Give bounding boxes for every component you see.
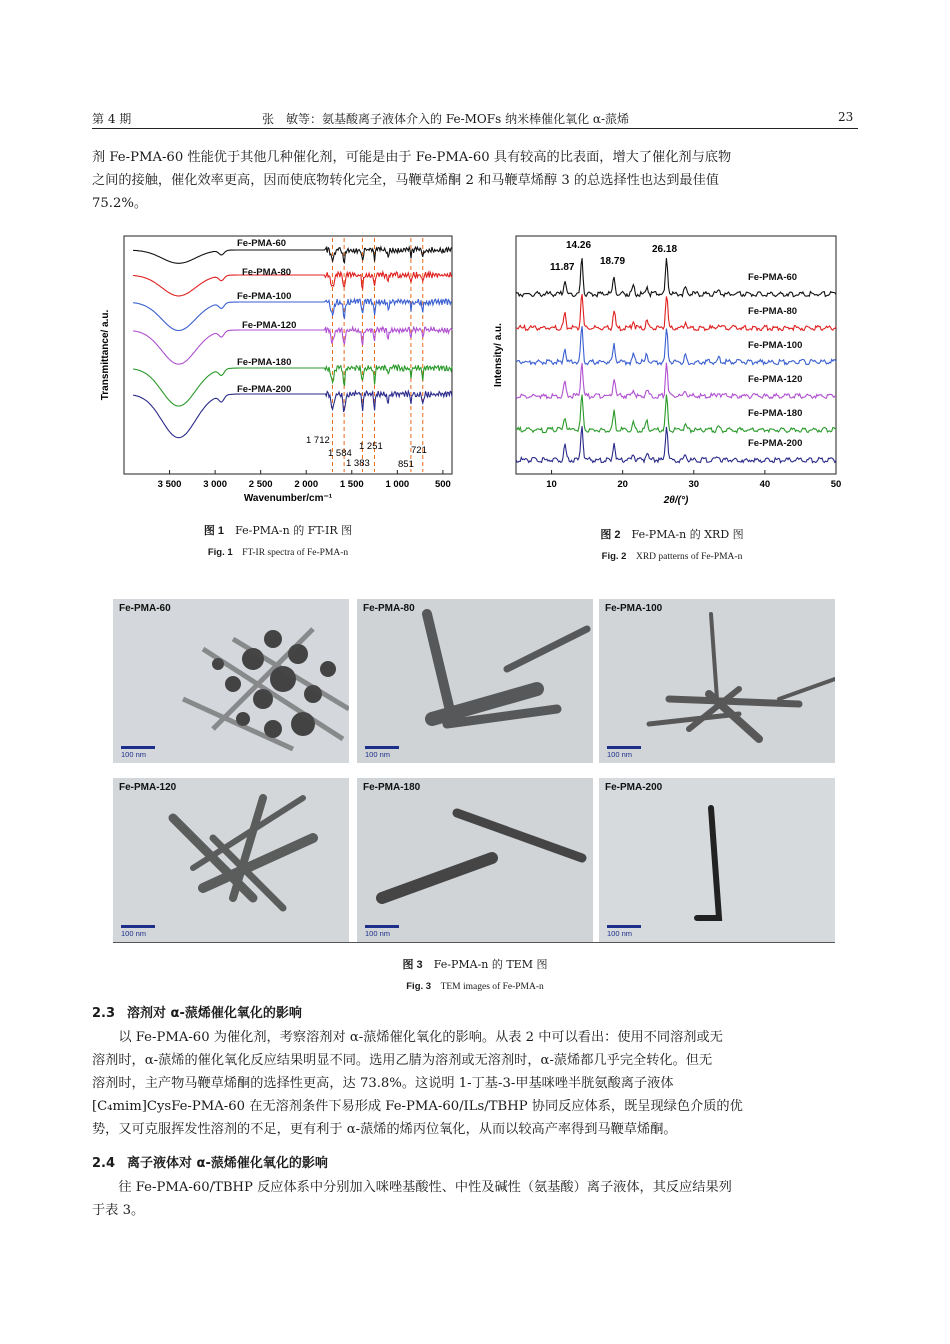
figure2-caption-cn: 图 2 Fe-PMA-n 的 XRD 图 xyxy=(600,528,744,541)
scale-bar xyxy=(365,925,399,928)
section-heading-2-4: 2.4 离子液体对 α-蒎烯催化氧化的影响 xyxy=(92,1156,328,1171)
body-line: 溶剂时，α-蒎烯的催化氧化反应结果明显不同。选用乙腈为溶剂或无溶剂时，α-蒎烯都几乎完全转化。但无 xyxy=(92,1053,713,1068)
section-heading-2-3: 2.3 溶剂对 α-蒎烯催化氧化的影响 xyxy=(92,1006,302,1021)
xrd-x-tick-label: 10 xyxy=(546,479,557,490)
xrd-series-label: Fe-PMA-180 xyxy=(748,408,803,419)
xrd-peak-label: 11.87 xyxy=(550,262,575,273)
header-rule xyxy=(92,128,858,129)
ftir-peak-label: 1 383 xyxy=(346,458,370,469)
scale-bar xyxy=(365,746,399,749)
tem-image xyxy=(113,599,349,763)
tem-panel xyxy=(357,599,593,763)
tem-figure-rule xyxy=(113,942,835,943)
ftir-x-tick-label: 2 500 xyxy=(248,479,273,490)
scale-bar-text: 100 nm xyxy=(607,750,633,759)
ftir-peak-label: 1 251 xyxy=(359,441,383,452)
figure3-caption-cn: 图 3 Fe-PMA-n 的 TEM 图 xyxy=(402,958,548,971)
xrd-x-axis-label: 2θ/(°) xyxy=(663,495,689,506)
xrd-peak-label: 14.26 xyxy=(566,240,592,251)
scale-bar xyxy=(121,746,155,749)
xrd-x-tick-label: 30 xyxy=(688,479,700,490)
xrd-y-axis-label: Intensity/ a.u. xyxy=(493,323,504,387)
xrd-x-tick-label: 20 xyxy=(617,479,628,490)
page-number: 23 xyxy=(838,110,854,124)
tem-panel-label: Fe-PMA-80 xyxy=(363,603,415,614)
tem-panel-label: Fe-PMA-180 xyxy=(363,782,421,793)
section-2-3-body xyxy=(92,1026,858,1141)
body-line: 往 Fe-PMA-60/TBHP 反应体系中分别加入咪唑基酸性、中性及碱性（氨基酸）离子液体，其反应结果列 xyxy=(92,1180,732,1195)
intro-line: 75.2%。 xyxy=(92,196,148,211)
running-header-title: 张 敏等：氨基酸离子液体介入的 Fe-MOFs 纳米棒催化氧化 α-蒎烯 xyxy=(262,112,630,126)
tem-image xyxy=(113,778,349,942)
tem-panel-label: Fe-PMA-100 xyxy=(605,603,663,614)
ftir-figure xyxy=(92,230,464,518)
xrd-series-label: Fe-PMA-120 xyxy=(748,374,803,385)
ftir-peak-label: 721 xyxy=(411,445,427,456)
xrd-peak-label: 26.18 xyxy=(652,244,678,255)
xrd-x-ticks xyxy=(546,470,841,490)
scale-bar-text: 100 nm xyxy=(121,750,147,759)
xrd-curves xyxy=(516,258,836,463)
tem-panel xyxy=(357,778,593,942)
intro-line: 之间的接触，催化效率更高，因而使底物转化完全，马鞭草烯酮 2 和马鞭草烯醇 3 的总选择性也达到最佳值 xyxy=(92,173,719,188)
figure2-caption-en: Fig. 2 XRD patterns of Fe-PMA-n xyxy=(601,551,743,562)
ftir-x-axis-label: Wavenumber/cm⁻¹ xyxy=(243,493,333,504)
figure3-caption-en: Fig. 3 TEM images of Fe-PMA-n xyxy=(406,981,544,992)
tem-panel xyxy=(113,778,349,942)
ftir-series-line xyxy=(133,391,452,438)
ftir-x-tick-label: 500 xyxy=(434,479,451,490)
xrd-series-labels xyxy=(748,272,802,449)
ftir-peak-label: 851 xyxy=(398,459,414,470)
ftir-y-axis-label: Transmittance/ a.u. xyxy=(100,309,111,401)
xrd-peak-label: 18.79 xyxy=(600,256,626,267)
ftir-series-line xyxy=(133,247,452,263)
ftir-series-line xyxy=(133,327,452,364)
body-line: 势，又可克服挥发性溶剂的不足，更有利于 α-蒎烯的烯丙位氧化，从而以较高产率得到马鞭草烯酮。 xyxy=(92,1122,677,1137)
tem-panel-label: Fe-PMA-200 xyxy=(605,782,663,793)
scale-bar-text: 100 nm xyxy=(607,929,633,938)
ftir-series-label: Fe-PMA-120 xyxy=(242,320,297,331)
body-line: 溶剂时，主产物马鞭草烯酮的选择性更高，达 73.8%。这说明 1-丁基-3-甲基咪唑半胱氨酸离子液体 xyxy=(92,1076,674,1091)
ftir-series-label: Fe-PMA-60 xyxy=(237,238,287,249)
ftir-curves xyxy=(133,247,452,438)
ftir-x-tick-label: 2 000 xyxy=(294,479,319,490)
ftir-series-label: Fe-PMA-100 xyxy=(237,291,292,302)
xrd-series-label: Fe-PMA-100 xyxy=(748,340,803,351)
xrd-x-tick-label: 50 xyxy=(830,479,842,490)
tem-image xyxy=(357,599,593,763)
tem-panel xyxy=(599,778,835,942)
ftir-series-label: Fe-PMA-180 xyxy=(237,357,292,368)
ftir-x-ticks xyxy=(158,470,451,490)
xrd-series-label: Fe-PMA-80 xyxy=(748,306,798,317)
tem-image xyxy=(599,778,835,942)
figure1-caption-en: Fig. 1 FT-IR spectra of Fe-PMA-n xyxy=(207,547,349,558)
ftir-x-tick-label: 1 000 xyxy=(385,479,410,490)
scale-bar xyxy=(607,925,641,928)
intro-line: 剂 Fe-PMA-60 性能优于其他几种催化剂，可能是由于 Fe-PMA-60 具有较高的比表面，增大了催化剂与底物 xyxy=(92,150,732,165)
running-header-issue: 第 4 期 xyxy=(92,112,132,126)
body-line: [C₄mim]CysFe-PMA-60 在无溶剂条件下易形成 Fe-PMA-60/ILs/TBHP 协同反应体系，既呈现绿色介质的优 xyxy=(92,1099,743,1114)
tem-panel xyxy=(113,599,349,763)
scale-bar-text: 100 nm xyxy=(365,929,391,938)
body-line: 以 Fe-PMA-60 为催化剂，考察溶剂对 α-蒎烯催化氧化的影响。从表 2 中可以看出：使用不同溶剂或无 xyxy=(92,1030,723,1045)
scale-bar xyxy=(121,925,155,928)
body-line: 于表 3。 xyxy=(92,1203,145,1218)
figure1-caption-cn: 图 1 Fe-PMA-n 的 FT-IR 图 xyxy=(203,524,353,537)
xrd-series-label: Fe-PMA-200 xyxy=(748,438,803,449)
section-2-4-body xyxy=(92,1176,858,1222)
ftir-x-tick-label: 3 500 xyxy=(157,479,182,490)
ftir-x-tick-label: 3 000 xyxy=(203,479,228,490)
tem-panel xyxy=(599,599,835,763)
ftir-peak-label: 1 712 xyxy=(306,435,330,446)
tem-panel-label: Fe-PMA-60 xyxy=(119,603,171,614)
ftir-x-tick-label: 1 500 xyxy=(339,479,364,490)
ftir-series-labels xyxy=(237,238,296,395)
ftir-peak-label: 1 584 xyxy=(328,448,352,459)
intro-paragraph xyxy=(92,146,858,215)
ftir-series-label: Fe-PMA-200 xyxy=(237,384,292,395)
scale-bar-text: 100 nm xyxy=(121,929,147,938)
tem-panel-label: Fe-PMA-120 xyxy=(119,782,177,793)
xrd-figure xyxy=(486,230,858,518)
scale-bar xyxy=(607,746,641,749)
scale-bar-text: 100 nm xyxy=(365,750,391,759)
xrd-series-label: Fe-PMA-60 xyxy=(748,272,798,283)
ftir-series-line xyxy=(133,272,452,296)
ftir-series-label: Fe-PMA-80 xyxy=(242,267,292,278)
tem-image xyxy=(357,778,593,942)
ftir-series-line xyxy=(133,365,452,406)
xrd-x-tick-label: 40 xyxy=(759,479,771,490)
tem-image xyxy=(599,599,835,763)
